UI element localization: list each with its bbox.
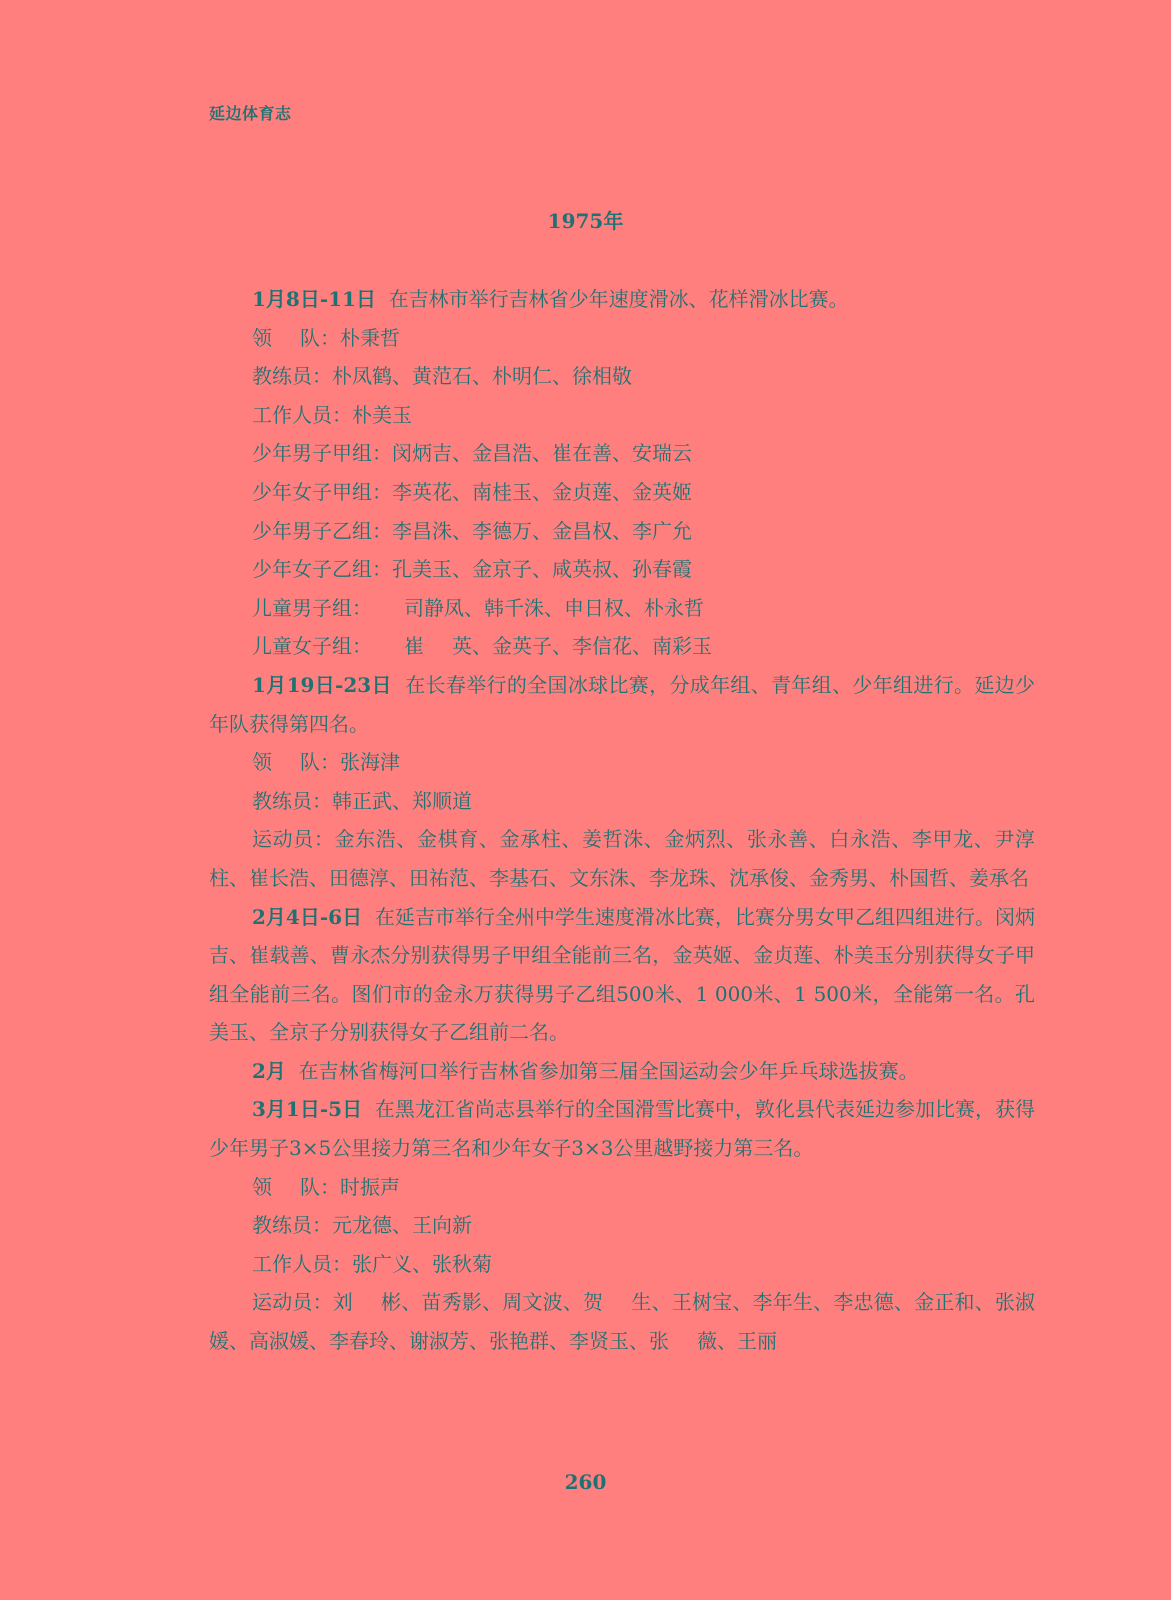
entry-date: 2月 bbox=[252, 1058, 286, 1083]
entry-paragraph bbox=[209, 280, 1035, 319]
entry-date: 3月1日-5日 bbox=[252, 1097, 363, 1122]
entry-paragraph bbox=[209, 898, 1035, 1052]
line-text: 彬、苗秀影、周文波、贺 bbox=[380, 1290, 604, 1315]
line-text: 少年男子乙组：李昌洙、李德万、金昌权、李广允 bbox=[252, 518, 692, 543]
line-text: 教练员：朴凤鹤、黄范石、朴明仁、徐相敬 bbox=[252, 364, 632, 389]
line-text: 教练员：元龙德、王向新 bbox=[252, 1213, 472, 1238]
entry-line bbox=[209, 357, 1035, 396]
entry-line bbox=[209, 1206, 1035, 1245]
line-text: 队：朴秉哲 bbox=[300, 325, 400, 350]
line-text: 英、金英子、李信花、南彩玉 bbox=[452, 634, 712, 659]
line-text: 队：张海津 bbox=[300, 750, 400, 775]
line-text: 司静凤、韩千洙、申日权、朴永哲 bbox=[404, 595, 704, 620]
entry-line bbox=[209, 1168, 1035, 1207]
entry-text: 在黑龙江省尚志县举行的全国滑雪比赛中，敦化县代表延边参加比赛，获得少年男子3×5公里接力第三名和少年女子3×3公里越野接力第三名。 bbox=[209, 1097, 1036, 1161]
entry-paragraph bbox=[209, 666, 1035, 743]
line-text: 崔 bbox=[404, 634, 424, 659]
entry-line bbox=[209, 550, 1035, 589]
entry-line bbox=[209, 512, 1035, 551]
line-text: 薇、王丽 bbox=[697, 1329, 777, 1354]
line-text: 运动员：刘 bbox=[252, 1290, 353, 1315]
entry-line bbox=[209, 1245, 1035, 1284]
entry-text: 在延吉市举行全州中学生速度滑冰比赛，比赛分男女甲乙组四组进行。闵炳吉、崔载善、曹永杰分别获得男子甲组全能前三名，金英姬、金贞莲、朴美玉分别获得女子甲组全能前三名。图们市的金永万获得男子乙组500米、1 000米、1 500米，全能第一名。孔美玉、全京子分别获得女子乙组前二名。 bbox=[209, 904, 1036, 1045]
line-text: 少年女子乙组：孔美玉、金京子、咸英叔、孙春霞 bbox=[252, 557, 692, 582]
running-header: 延边体育志 bbox=[209, 104, 292, 123]
chronicle-body bbox=[209, 280, 1035, 1361]
page-number: 260 bbox=[564, 1470, 607, 1494]
entry-paragraph bbox=[209, 1052, 1035, 1091]
line-label: 儿童女子组： bbox=[252, 634, 372, 659]
entry-paragraph bbox=[209, 1090, 1035, 1167]
line-text: 生、王树宝、李年生、李忠德、金正和、张淑媛、高淑媛、李春玲、谢淑芳、张艳群、李贤玉、张 bbox=[209, 1290, 1036, 1354]
entry-date: 1月8日-11日 bbox=[252, 287, 376, 311]
line-text: 工作人员：朴美玉 bbox=[252, 402, 412, 427]
line-label: 儿童男子组： bbox=[252, 595, 372, 620]
entry-line bbox=[209, 396, 1035, 435]
entry-line bbox=[209, 627, 1035, 666]
line-text: 运动员：金东浩、金棋育、金承柱、姜哲洙、金炳烈、张永善、白永浩、李甲龙、尹淳柱、崔长浩、田德淳、田祐范、李基石、文东洙、李龙珠、沈承俊、金秀男、朴国哲、姜承名 bbox=[209, 827, 1035, 890]
entry-line bbox=[209, 1283, 1035, 1360]
line-text: 领 bbox=[252, 325, 272, 350]
entry-date: 2月4日-6日 bbox=[252, 904, 363, 929]
entry-line bbox=[209, 473, 1035, 512]
entry-text: 在吉林省梅河口举行吉林省参加第三届全国运动会少年乒乓球选拔赛。 bbox=[298, 1058, 919, 1083]
line-text: 队：时振声 bbox=[300, 1174, 400, 1199]
entry-line bbox=[209, 589, 1035, 628]
entry-line bbox=[209, 743, 1035, 782]
entry-date: 1月19日-23日 bbox=[252, 672, 392, 697]
line-text: 少年女子甲组：李英花、南桂玉、金贞莲、金英姬 bbox=[252, 479, 692, 504]
entry-line bbox=[209, 434, 1035, 473]
line-text: 领 bbox=[252, 1174, 272, 1199]
entry-line bbox=[209, 820, 1035, 897]
entry-text: 在长春举行的全国冰球比赛，分成年组、青年组、少年组进行。延边少年队获得第四名。 bbox=[209, 672, 1036, 736]
entry-line bbox=[209, 319, 1035, 358]
line-text: 领 bbox=[252, 750, 272, 775]
year-heading: 1975年 bbox=[547, 209, 624, 233]
line-text: 工作人员：张广义、张秋菊 bbox=[252, 1251, 492, 1276]
line-text: 教练员：韩正武、郑顺道 bbox=[252, 788, 472, 813]
line-text: 少年男子甲组：闵炳吉、金昌浩、崔在善、安瑞云 bbox=[252, 441, 692, 466]
entry-text: 在吉林市举行吉林省少年速度滑冰、花样滑冰比赛。 bbox=[388, 287, 849, 311]
entry-line bbox=[209, 782, 1035, 821]
